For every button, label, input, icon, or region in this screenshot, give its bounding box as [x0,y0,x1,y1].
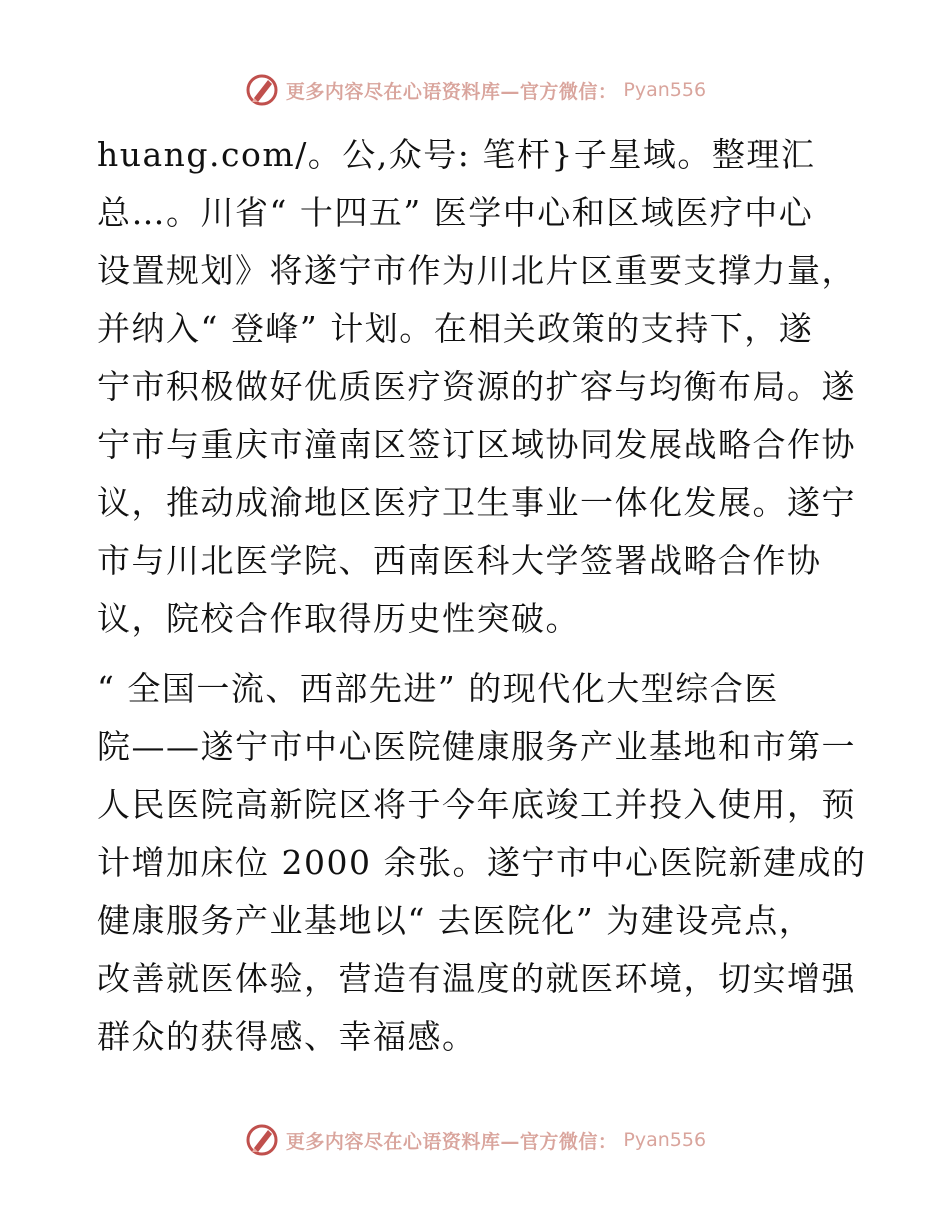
text-line: 人民医院高新院区将于今年底竣工并投入使用，预 [97,785,856,824]
text-line: 健康服务产业基地以“ 去医院化” 为建设亮点， [97,901,814,940]
text-line: huang.com/。公,众号: 笔杆}子星域。整理汇 [97,135,816,174]
header-watermark [0,70,950,110]
text-line: 总…。川省“ 十四五” 医学中心和区域医疗中心 [97,193,814,232]
paragraph-2 [97,660,867,1066]
document-body [97,126,867,1066]
text-line: 宁市积极做好优质医疗资源的扩容与均衡布局。遂 [97,367,856,406]
paragraph-1 [97,126,857,648]
footer-watermark [0,1120,950,1160]
text-line: “ 全国一流、西部先进” 的现代化大型综合医 [97,669,779,708]
text-line: 市与川北医学院、西南医科大学签署战略合作协 [97,541,822,580]
text-line: 设置规划》将遂宁市作为川北片区重要支撑力量， [97,251,856,290]
header-watermark-text: 更多内容尽在心语资料库—官方微信： [285,80,618,103]
text-line: 改善就医体验，营造有温度的就医环境，切实增强 [97,959,856,998]
text-line: 议，院校合作取得历史性突破。 [97,599,580,638]
footer-watermark-text: 更多内容尽在心语资料库—官方微信： [285,1130,618,1153]
footer-wechat-id: Pyan556 [623,1129,707,1151]
header-wechat-id: Pyan556 [623,79,707,101]
text-line: 并纳入“ 登峰” 计划。在相关政策的支持下，遂 [97,309,814,348]
text-line: 议，推动成渝地区医疗卫生事业一体化发展。遂宁 [97,483,856,522]
text-line: 计增加床位 2000 余张。遂宁市中心医院新建成的 [97,843,867,882]
text-line: 宁市与重庆市潼南区签订区域协同发展战略合作协 [97,425,856,464]
text-line: 院——遂宁市中心医院健康服务产业基地和市第一 [97,727,856,766]
pen-seal-logo-icon [244,1122,280,1158]
pen-seal-logo-icon [244,72,280,108]
text-line: 群众的获得感、幸福感。 [97,1017,477,1056]
